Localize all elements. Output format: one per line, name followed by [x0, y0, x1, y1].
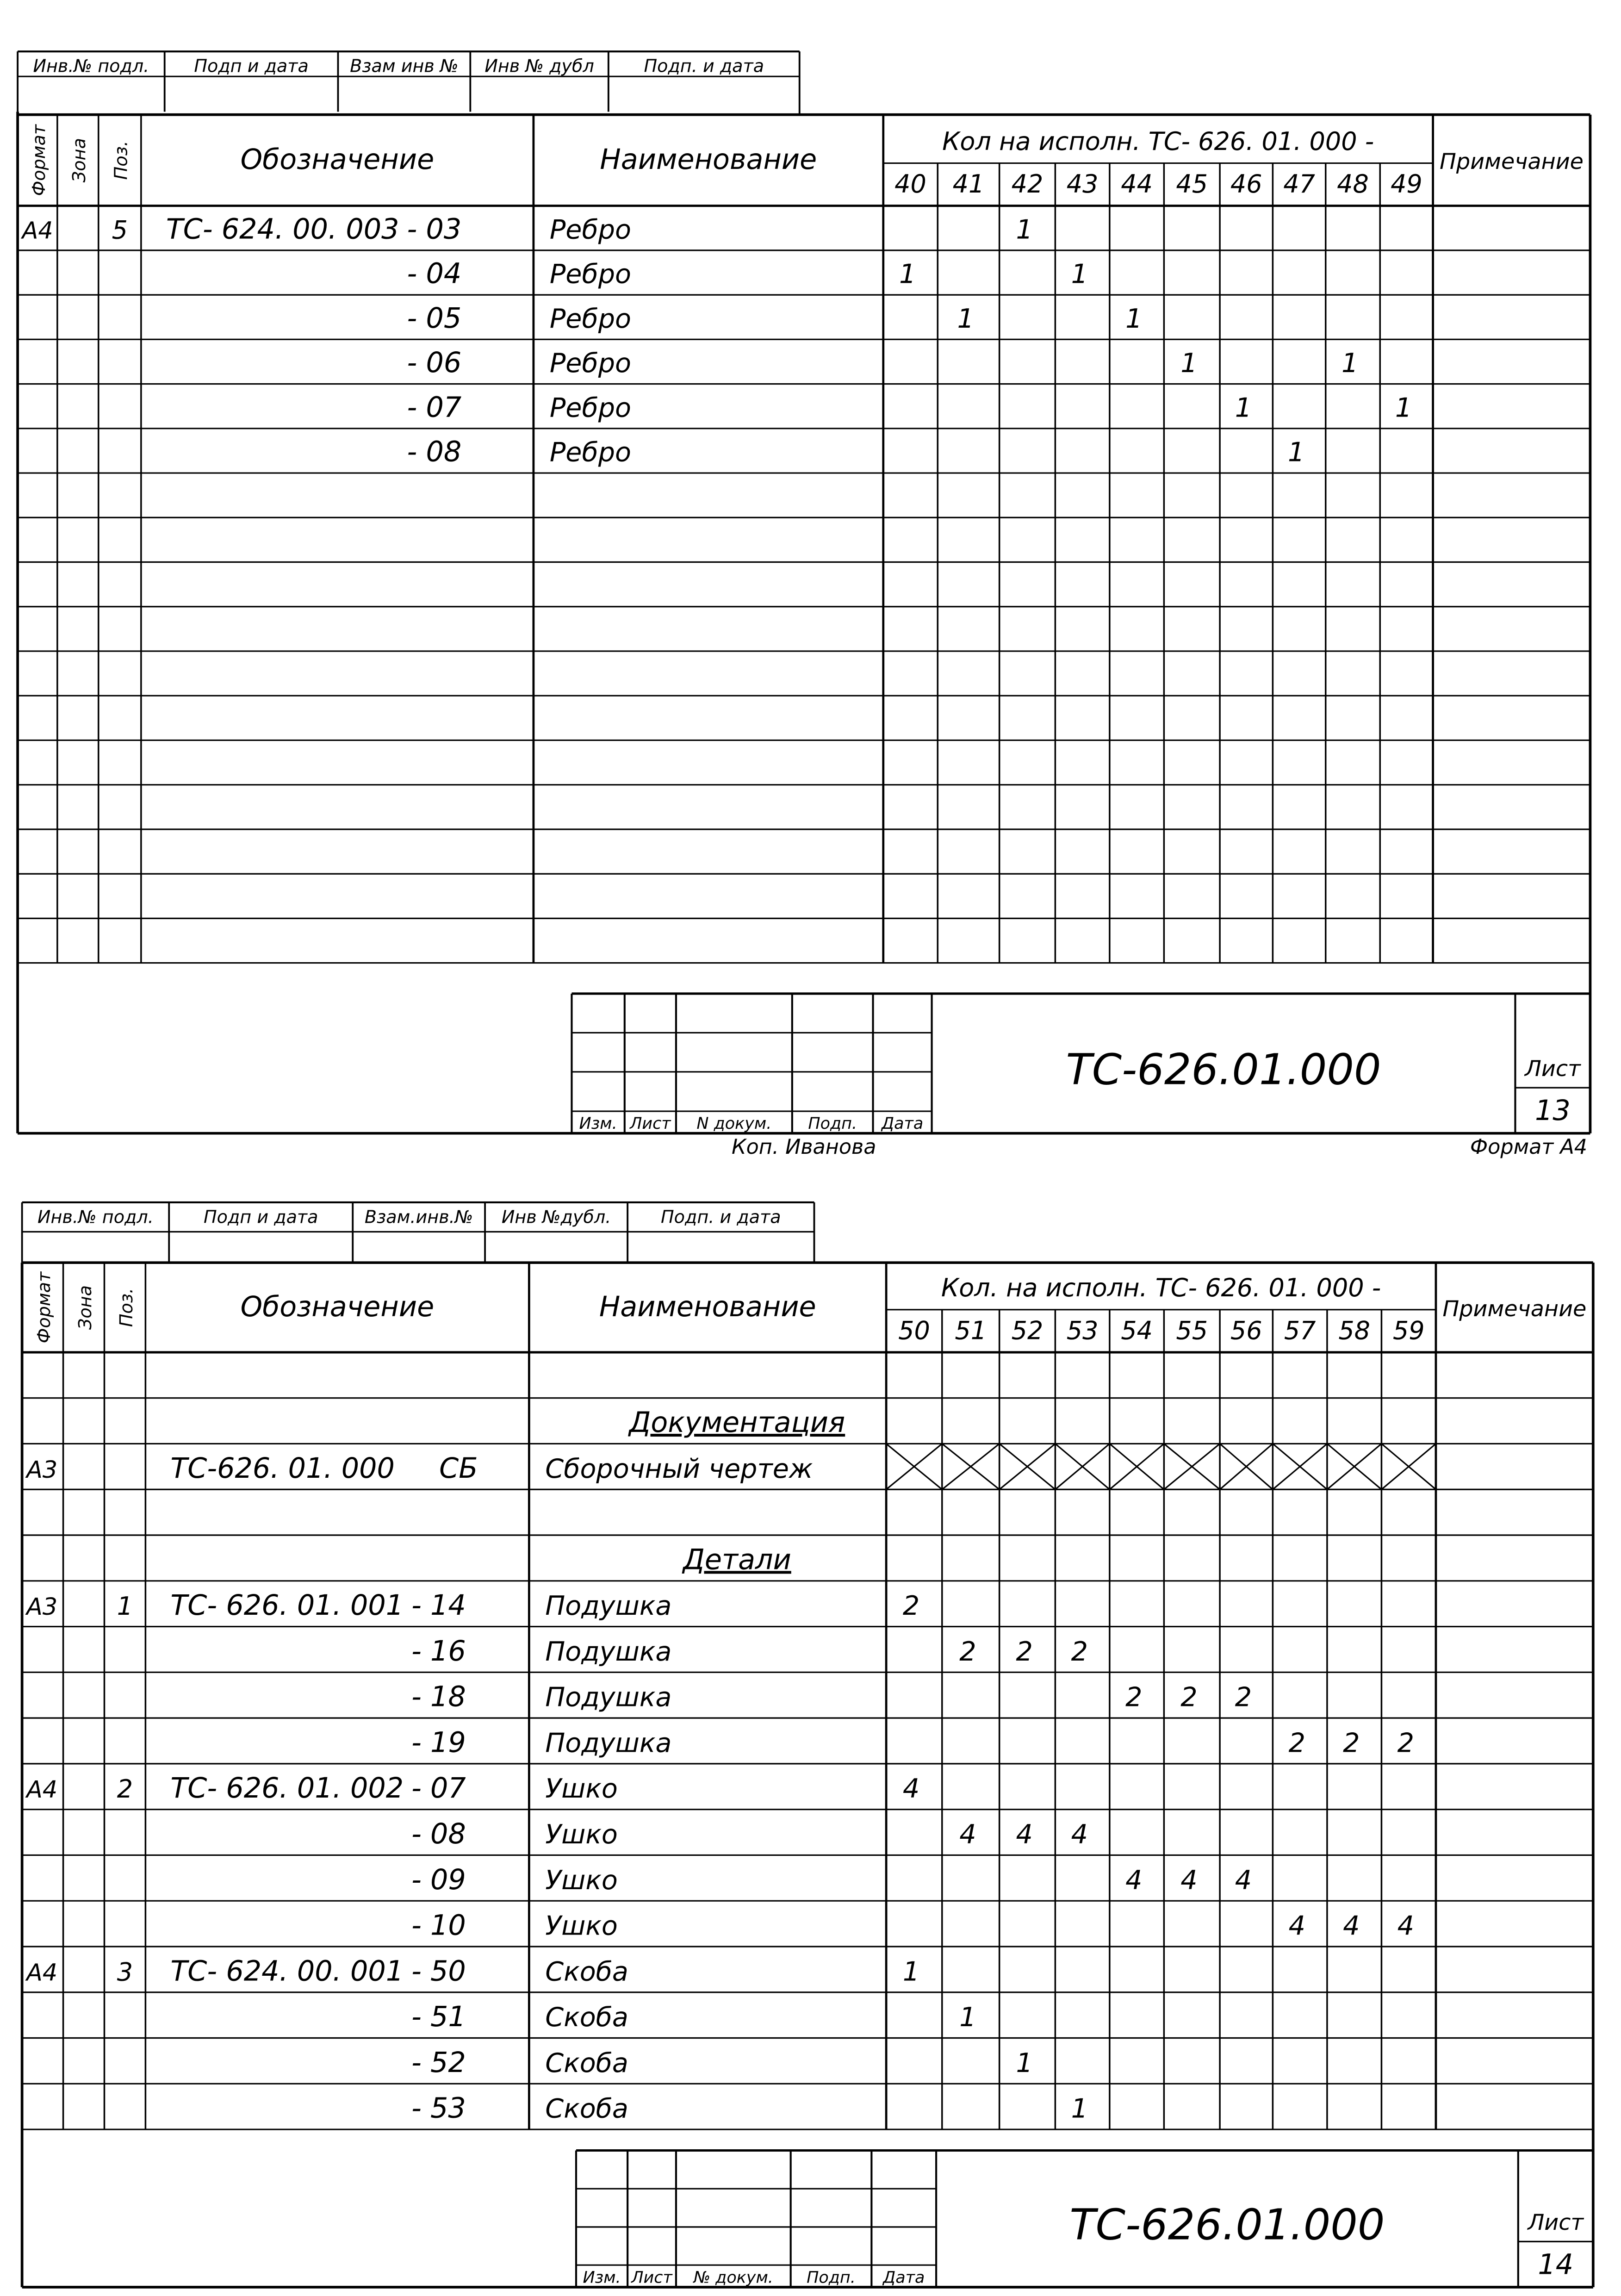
header-variant: 45 [1176, 169, 1208, 199]
row-name: Ребро [549, 214, 631, 245]
row-qty: 1 [1395, 392, 1412, 423]
row-qty: 4 [1125, 1865, 1143, 1896]
row-qty: 4 [902, 1773, 920, 1804]
row-name: Ребро [549, 348, 631, 379]
sheet-label: Лист [1525, 1056, 1581, 1082]
row-name: Ушко [545, 1910, 618, 1941]
title-block-label: Изм. [579, 1114, 617, 1133]
title-block-label: Подп. [807, 2268, 856, 2287]
section-heading: Детали [683, 1543, 791, 1576]
row-qty: 2 [1125, 1682, 1143, 1713]
header-variant: 49 [1391, 169, 1422, 199]
title-block-label: Лист [630, 1114, 671, 1133]
row-name: Подушка [545, 1682, 672, 1713]
row-qty: 1 [1071, 259, 1088, 290]
table-row [25, 1589, 919, 1622]
sheet-1 [18, 51, 1590, 1159]
row-name: Подушка [545, 1636, 672, 1667]
stamp-label: Взам.инв.№ [364, 1207, 473, 1227]
header-variant: 58 [1338, 1316, 1371, 1345]
table-row [411, 2047, 1033, 2079]
sheet-2 [22, 1202, 1593, 2287]
title-block-label: N докум. [696, 1114, 772, 1133]
row-name: Ушко [545, 1819, 618, 1850]
row-qty: 1 [959, 2002, 976, 2033]
header-note: Примечание [1442, 1296, 1587, 1322]
row-qty: 2 [1180, 1682, 1198, 1713]
header-designation: Обозначение [240, 1291, 435, 1324]
row-qty: 4 [1397, 1910, 1415, 1941]
row-name: Подушка [545, 1728, 672, 1759]
stamp-label: Подп и дата [203, 1207, 318, 1227]
table-row [627, 1406, 845, 1439]
header-variant: 40 [894, 169, 926, 199]
table-row [25, 1772, 919, 1804]
row-qty: 4 [1235, 1865, 1252, 1896]
row-name: Ребро [549, 303, 631, 334]
stamp-label: Инв № дубл [484, 56, 594, 76]
header-variant: 41 [952, 169, 985, 199]
row-designation-suffix: - 07 [407, 391, 462, 424]
row-name: Скоба [545, 2093, 628, 2124]
row-position: 5 [112, 215, 128, 245]
row-qty: 4 [1343, 1910, 1360, 1941]
table-row [407, 258, 1088, 290]
header-zone: Зона [75, 1285, 95, 1330]
row-name: Скоба [545, 2002, 628, 2033]
row-qty: 4 [1016, 1819, 1033, 1850]
header-zone: Зона [69, 138, 90, 183]
row-designation-base: ТС- 626. 01. 001 [170, 1589, 404, 1622]
header-variant: 51 [955, 1316, 987, 1345]
row-qty: 2 [1343, 1728, 1360, 1759]
row-qty: 1 [1341, 348, 1359, 379]
row-designation-base: ТС- 626. 01. 002 [170, 1772, 404, 1805]
table-row [407, 391, 1412, 423]
stamp-label: Подп. и дата [644, 56, 764, 76]
header-format: Формат [28, 124, 49, 196]
row-qty: 4 [1288, 1910, 1306, 1941]
header-variant: 56 [1230, 1316, 1262, 1345]
row-name: Скоба [545, 1956, 628, 1987]
stamp-label: Подп и дата [194, 56, 309, 76]
copied-by-caption: Коп. Иванова [732, 1135, 876, 1159]
table-row [411, 1681, 1252, 1713]
row-qty: 1 [1125, 303, 1143, 334]
header-variant: 42 [1011, 169, 1043, 199]
table-row [411, 1910, 1414, 1942]
row-designation-suffix: - 10 [411, 1909, 466, 1942]
row-qty: 1 [1180, 348, 1198, 379]
header-variant: 43 [1066, 169, 1099, 199]
row-name: Ушко [545, 1865, 618, 1896]
header-variant: 46 [1230, 169, 1262, 199]
table-row [411, 1864, 1252, 1896]
document-designation: ТС-626.01.000 [1069, 2200, 1385, 2250]
row-position: 3 [117, 1957, 133, 1987]
header-variant: 57 [1284, 1316, 1316, 1345]
row-position: 2 [117, 1774, 133, 1804]
title-block-label: Дата [883, 2268, 925, 2287]
row-designation-suffix: - 14 [411, 1589, 466, 1622]
row-qty: 1 [957, 303, 974, 334]
table-row [411, 2092, 1088, 2125]
row-designation-suffix: - 16 [411, 1635, 466, 1668]
row-qty: 1 [899, 259, 916, 290]
header-variant: 52 [1011, 1316, 1043, 1345]
row-format: А4 [26, 1776, 58, 1804]
row-position: 1 [117, 1592, 133, 1621]
row-designation-base: ТС-626. 01. 000 [170, 1452, 395, 1485]
sheet-label: Лист [1528, 2209, 1584, 2235]
header-qty-group: Кол на исполн. ТС- 626. 01. 000 - [942, 126, 1374, 156]
header-variant: 47 [1283, 169, 1315, 199]
row-name: Ребро [549, 259, 631, 290]
header-position: Поз. [111, 141, 131, 180]
header-name: Наименование [600, 143, 817, 176]
row-qty: 1 [902, 1956, 920, 1987]
table-row [21, 213, 1033, 245]
row-qty: 2 [1071, 1636, 1088, 1667]
row-name: Ушко [545, 1773, 618, 1804]
row-qty: 2 [1235, 1682, 1252, 1713]
header-qty-group: Кол. на исполн. ТС- 626. 01. 000 - [941, 1273, 1381, 1303]
row-designation-suffix: - 19 [411, 1726, 466, 1759]
header-designation: Обозначение [240, 143, 435, 176]
stamp-label: Подп. и дата [661, 1207, 781, 1227]
table-row [411, 1818, 1088, 1850]
header-variant: 55 [1176, 1316, 1208, 1345]
row-format: А4 [22, 217, 53, 244]
row-name: Скоба [545, 2047, 628, 2078]
header-note: Примечание [1440, 149, 1584, 175]
header-variant: 53 [1066, 1316, 1099, 1345]
row-format: А3 [26, 1593, 58, 1621]
row-designation-suffix: - 09 [411, 1863, 466, 1896]
row-designation-suffix: - 50 [411, 1955, 466, 1988]
row-designation-suffix: СБ [439, 1452, 478, 1485]
sheet-number: 14 [1538, 2248, 1574, 2281]
stamp-label: Инв.№ подл. [37, 1207, 154, 1227]
row-name: Ребро [549, 392, 631, 423]
row-qty: 2 [1288, 1728, 1306, 1759]
title-block-label: № докум. [693, 2268, 773, 2287]
table-row [411, 1726, 1414, 1759]
row-designation-suffix: - 04 [407, 257, 462, 290]
title-block-label: Лист [631, 2268, 672, 2287]
table-row [411, 1635, 1088, 1668]
header-position: Поз. [116, 1288, 137, 1327]
section-heading: Документация [629, 1406, 845, 1439]
row-qty: 2 [1016, 1636, 1033, 1667]
table-row [407, 436, 1305, 468]
title-block-label: Подп. [808, 1114, 857, 1133]
header-format: Формат [33, 1271, 54, 1344]
row-format: А3 [26, 1456, 58, 1483]
row-designation-suffix: - 03 [407, 213, 462, 246]
row-qty: 1 [1016, 214, 1033, 245]
stamp-label: Инв №дубл. [501, 1207, 611, 1227]
table-row [25, 1444, 1436, 1489]
title-block-label: Дата [881, 1114, 924, 1133]
row-designation-base: ТС- 624. 00. 003 [166, 213, 399, 246]
row-designation-base: ТС- 624. 00. 001 [170, 1955, 404, 1988]
row-designation-suffix: - 08 [411, 1818, 466, 1851]
row-qty: 1 [1071, 2093, 1088, 2124]
row-name: Подушка [545, 1591, 672, 1622]
stamp-label: Взам инв № [350, 56, 459, 76]
table-row [682, 1543, 791, 1576]
row-designation-suffix: - 06 [407, 347, 462, 380]
sheet-number: 13 [1535, 1095, 1571, 1127]
table-row [25, 1955, 919, 1987]
row-designation-suffix: - 53 [411, 2092, 466, 2125]
header-variant: 44 [1121, 169, 1153, 199]
table-row [411, 2001, 976, 2033]
header-variant: 59 [1392, 1316, 1425, 1345]
title-block-label: Изм. [583, 2268, 621, 2287]
header-variant: 50 [898, 1316, 930, 1345]
header-variant: 48 [1337, 169, 1369, 199]
row-qty: 1 [1288, 437, 1305, 468]
document-designation: ТС-626.01.000 [1066, 1045, 1381, 1095]
row-name: Сборочный чертеж [545, 1453, 813, 1484]
row-designation-suffix: - 08 [407, 436, 462, 468]
row-name: Ребро [549, 437, 631, 468]
row-format: А4 [26, 1959, 58, 1986]
row-qty: 4 [1180, 1865, 1198, 1896]
row-qty: 2 [959, 1636, 976, 1667]
row-designation-suffix: - 05 [407, 302, 462, 335]
table-row [407, 302, 1143, 335]
row-designation-suffix: - 07 [411, 1772, 466, 1805]
stamp-label: Инв.№ подл. [33, 56, 149, 76]
format-caption: Формат А4 [1470, 1135, 1588, 1159]
row-qty: 2 [902, 1591, 920, 1622]
row-qty: 1 [1235, 392, 1252, 423]
row-qty: 1 [1016, 2047, 1033, 2078]
row-designation-suffix: - 52 [411, 2046, 466, 2079]
row-qty: 4 [959, 1819, 976, 1850]
row-designation-suffix: - 51 [411, 2001, 466, 2034]
row-designation-suffix: - 18 [411, 1680, 466, 1713]
row-qty: 4 [1071, 1819, 1088, 1850]
header-variant: 54 [1121, 1316, 1153, 1345]
header-name: Наименование [599, 1291, 816, 1324]
row-qty: 2 [1397, 1728, 1415, 1759]
